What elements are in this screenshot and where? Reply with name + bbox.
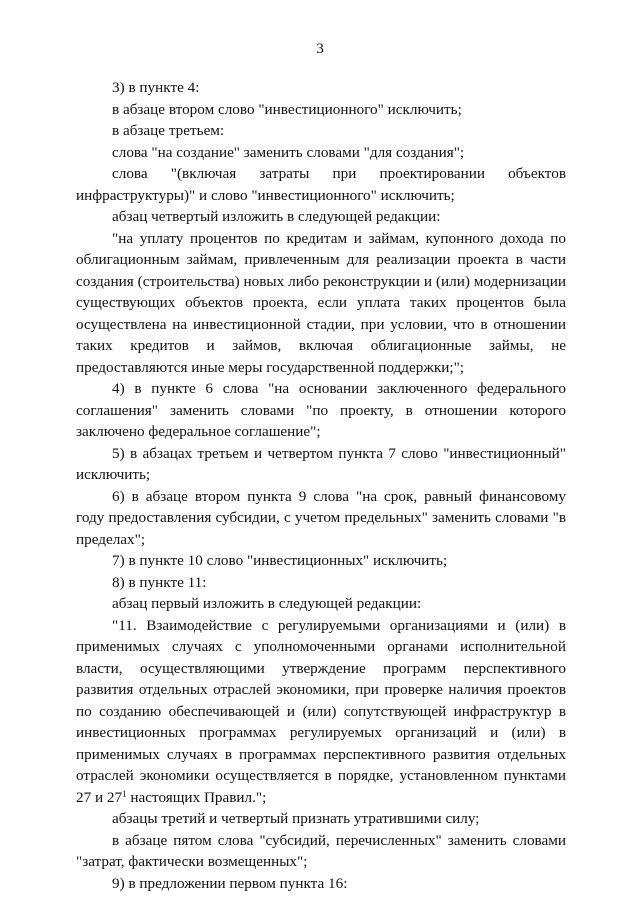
paragraph: абзац первый изложить в следующей редакции:	[112, 595, 422, 612]
paragraph-11-text: "11. Взаимодействие с регулируемыми организациями и (или) в применимых случаях с уполномоченными органами исполнительной власти, осуществляющими утверждение программ перспективного развития отдельных отраслей экономики, при проверке наличия проектов по созданию обеспечивающей и (или) сопутствующей инфраструктур в инвестиционных программах регулируемых организаций и (или) в применимых случаях в программах перспективного развития отдельных отраслей экономики осуществляется в порядке, установленном пунктами 27 и 27	[76, 616, 566, 806]
page-number: 3	[316, 40, 324, 57]
paragraph: в абзаце пятом слова "субсидий, перечисленных" заменить словами "затрат, фактически возмещенных";	[76, 831, 566, 870]
paragraph: "на уплату процентов по кредитам и займам, купонного дохода по облигационным займам, привлеченным для реализации проекта в части создания (строительства) новых либо реконструкции и (или) модернизации существующих объектов проекта, если уплата таких процентов была осуществлена на инвестиционной стадии, при условии, что в отношении таких кредитов и займов, включая облигационные займы, не предоставляются иные меры государственной поддержки;";	[76, 229, 566, 376]
paragraph: абзацы третий и четвертый признать утратившими силу;	[112, 810, 480, 827]
paragraph: 3) в пункте 4:	[112, 79, 200, 96]
paragraph: 4) в пункте 6 слова "на основании заключенного федерального соглашения" заменить словами "по проекту, в отношении которого заключено федеральное соглашение";	[76, 380, 566, 440]
paragraph-11-tail: настоящих Правил.";	[126, 788, 267, 806]
paragraph: абзац четвертый изложить в следующей редакции:	[112, 208, 441, 225]
superscript: 1	[122, 788, 127, 799]
paragraph: 7) в пункте 10 слово "инвестиционных" исключить;	[112, 552, 448, 569]
document-body	[76, 77, 566, 894]
paragraph-11	[76, 615, 566, 809]
paragraph: слова "на создание" заменить словами "для создания";	[112, 143, 465, 161]
paragraph: в абзаце третьем:	[112, 122, 225, 139]
paragraph: 6) в абзаце втором пункта 9 слова "на срок, равный финансовому году предоставления субсидии, с учетом предельных" заменить словами "в пределах";	[76, 487, 566, 548]
paragraph: в абзаце втором слово "инвестиционного" исключить;	[112, 100, 462, 118]
paragraph: 5) в абзацах третьем и четвертом пункта 7 слово "инвестиционный" исключить;	[76, 444, 566, 483]
paragraph: слова "(включая затраты при проектировании объектов инфраструктуры)" и слово "инвестиционного" исключить;	[76, 165, 566, 204]
paragraph: 9) в предложении первом пункта 16:	[112, 874, 348, 892]
paragraph: 8) в пункте 11:	[112, 573, 207, 591]
